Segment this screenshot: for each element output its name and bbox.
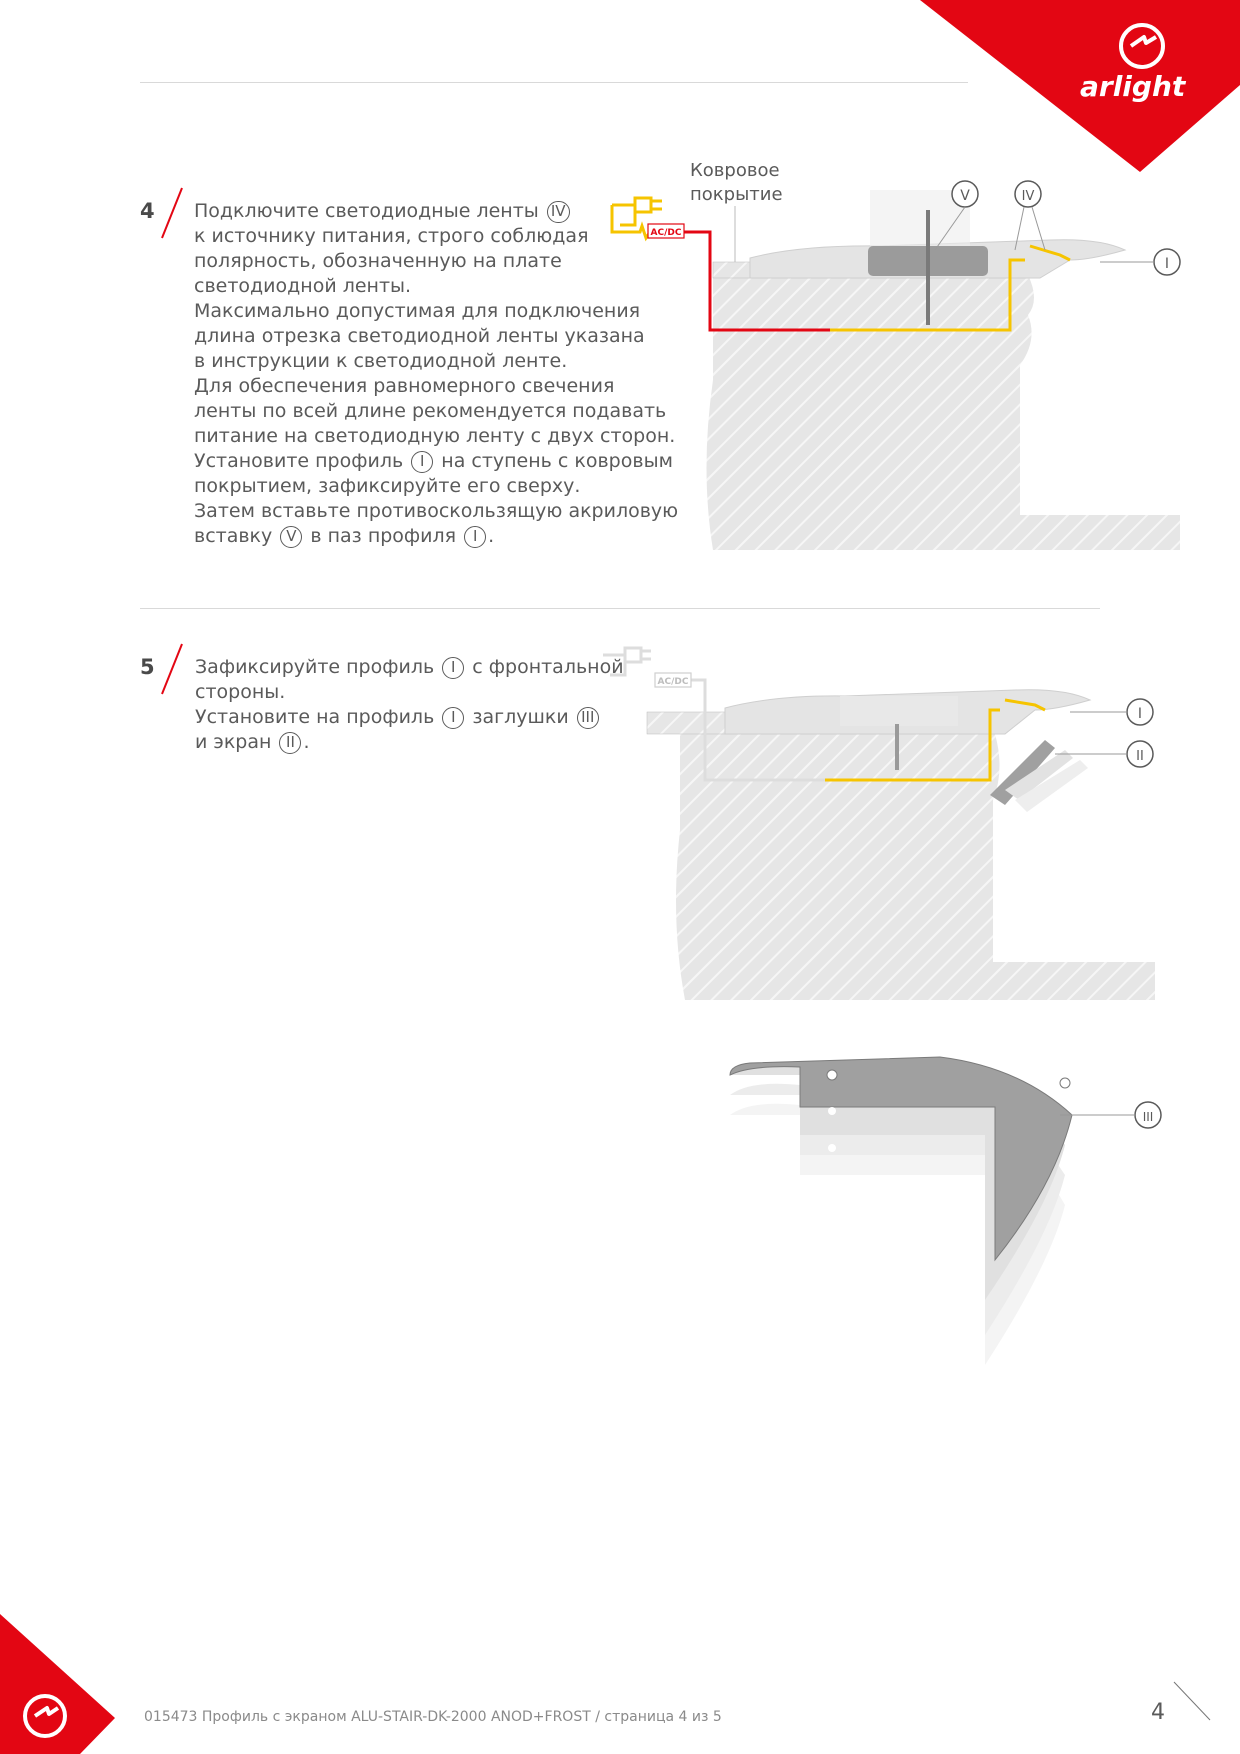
text-line: . — [488, 525, 495, 547]
step-slash-icon — [158, 642, 186, 696]
top-divider — [140, 82, 968, 83]
stair-body — [676, 734, 1155, 1000]
step-slash-icon — [158, 186, 186, 240]
callout-badge: IV — [547, 201, 570, 223]
power-label: AC/DC — [650, 228, 682, 238]
text-line: на ступень с ковровым — [441, 450, 673, 472]
brand-corner-bottom — [0, 1614, 120, 1754]
callout-badge: III — [1142, 1110, 1154, 1124]
callout-badge: II — [1136, 749, 1144, 764]
text-line: . — [303, 731, 310, 753]
callout-badge: V — [960, 188, 970, 204]
callout-badge: V — [280, 526, 302, 548]
text-line: полярность, обозначенную на плате — [194, 250, 562, 272]
text-line: Зафиксируйте профиль — [195, 656, 435, 678]
text-line: Максимально допустимая для подключения — [194, 300, 641, 322]
text-line: Для обеспечения равномерного свечения — [194, 375, 615, 397]
text-line: и экран — [195, 731, 272, 753]
text-line: Установите профиль — [194, 450, 404, 472]
text-line: к источнику питания, строго соблюдая — [194, 225, 589, 247]
step-4-diagram — [600, 150, 1200, 565]
carpet-label: покрытие — [690, 184, 783, 205]
text-line: Установите на профиль — [195, 706, 435, 728]
page-number: 4 — [1151, 1700, 1165, 1725]
brand-corner — [920, 0, 1240, 175]
text-line: заглушки — [472, 706, 569, 728]
section-divider — [140, 608, 1100, 609]
callout-badge: I — [1164, 256, 1170, 272]
callout-badge: III — [577, 707, 599, 729]
step-number: 4 — [140, 199, 155, 223]
logo-text: arlight — [1080, 70, 1186, 103]
text-line: Подключите светодиодные ленты — [194, 200, 539, 222]
callout-badge: IV — [1021, 189, 1035, 204]
plug-icon — [603, 648, 651, 675]
endcap-diagram — [720, 1045, 1175, 1375]
callout-badge: I — [464, 526, 486, 548]
callout-badge: I — [442, 707, 464, 729]
text-line: покрытием, зафиксируйте его сверху. — [194, 475, 581, 497]
footer-text: 015473 Профиль с экраном ALU-STAIR-DK-2000 ANOD+FROST / страница 4 из 5 — [144, 1709, 722, 1725]
text-line: стороны. — [195, 681, 286, 703]
carpet-label: Ковровое — [690, 160, 780, 181]
text-line: с фронтальной — [472, 656, 624, 678]
text-line: светодиодной ленты. — [194, 275, 412, 297]
text-line: длина отрезка светодиодной ленты указана — [194, 325, 645, 347]
step-number: 5 — [140, 655, 155, 679]
callout-badge: II — [279, 732, 301, 754]
callout-badge: I — [442, 657, 464, 679]
text-line: в инструкции к светодиодной ленте. — [194, 350, 568, 372]
step-5-diagram — [595, 640, 1200, 1010]
text-line: в паз профиля — [310, 525, 457, 547]
text-line: вставку — [194, 525, 273, 547]
page-slash-icon — [1172, 1680, 1212, 1722]
step-5-text — [195, 655, 624, 755]
text-line: ленты по всей длине рекомендуется подавать — [194, 400, 667, 422]
stair-body — [707, 275, 1181, 550]
callout-badge: I — [1137, 706, 1143, 722]
callout-badge: I — [411, 451, 433, 473]
text-line: Затем вставьте противоскользящую акриловую — [194, 500, 679, 522]
power-label: AC/DC — [657, 677, 689, 687]
text-line: питание на светодиодную ленту с двух сторон. — [194, 425, 676, 447]
